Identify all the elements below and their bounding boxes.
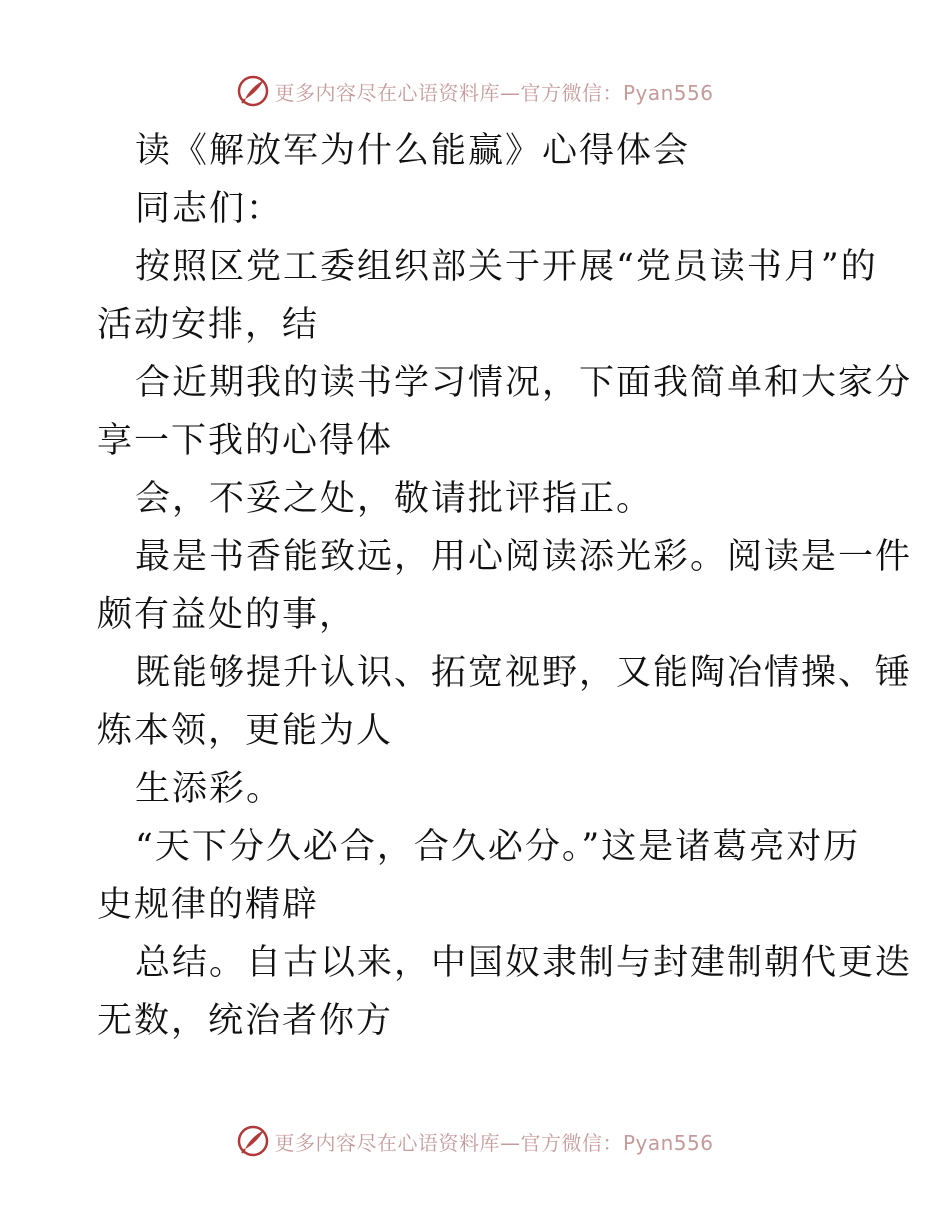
paragraph-line: 既能够提升认识、拓宽视野，又能陶冶情操、锤	[135, 653, 913, 693]
paragraph-line: 总结。自古以来，中国奴隶制与封建制朝代更迭	[135, 943, 913, 983]
paragraph-line: 最是书香能致远，用心阅读添光彩。阅读是一件	[135, 537, 913, 577]
paragraph-line: 按照区党工委组织部关于开展“党员读书月”的	[135, 247, 878, 287]
paragraph-line: 炼本领，更能为人	[97, 711, 394, 751]
document-body	[97, 122, 913, 1050]
paragraph-line: 生添彩。	[135, 769, 284, 809]
paragraph-line: 无数，统治者你方	[97, 1001, 394, 1041]
paragraph-line: 享一下我的心得体	[97, 421, 394, 461]
paragraph-line: 会，不妥之处，敬请批评指正。	[135, 479, 654, 519]
paragraph-line: 史规律的精辟	[97, 885, 320, 925]
paragraph-line: 活动安排，结	[97, 305, 320, 345]
salutation: 同志们：	[135, 189, 284, 229]
header-banner	[0, 71, 950, 111]
quill-logo-icon	[236, 1124, 270, 1158]
footer-banner	[0, 1121, 950, 1161]
paragraph-line: 合近期我的读书学习情况，下面我简单和大家分	[135, 363, 913, 403]
document-title: 读《解放军为什么能赢》心得体会	[135, 131, 691, 171]
paragraph-line: 颇有益处的事，	[97, 595, 357, 635]
paragraph-line: “天下分久必合，合久必分。”这是诸葛亮对历	[135, 827, 861, 867]
quill-logo-icon	[236, 74, 270, 108]
footer-banner-text: 更多内容尽在心语资料库—官方微信：Pyan556	[274, 1130, 714, 1155]
header-banner-text: 更多内容尽在心语资料库—官方微信：Pyan556	[274, 80, 714, 105]
